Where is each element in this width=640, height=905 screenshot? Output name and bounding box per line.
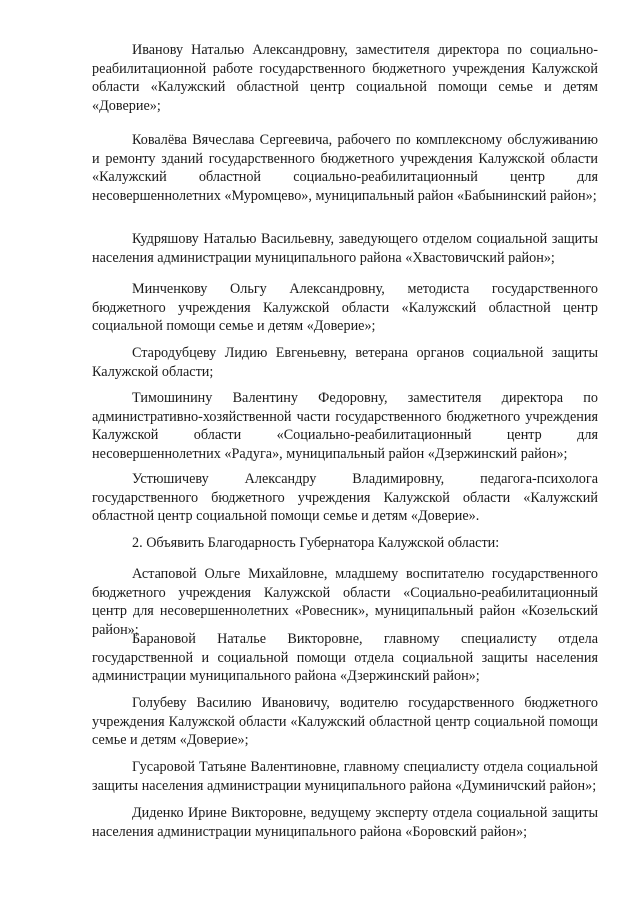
entry-baranova: Барановой Наталье Викторовне, главному специалисту отдела государственной и социальной помощи отдела социальной защиты населения администрации муниципального района «Дзержинский район»; — [92, 631, 598, 685]
entry-starodubtseva: Стародубцеву Лидию Евгеньевну, ветерана органов социальной защиты Калужской области; — [92, 345, 598, 380]
entry-kudryashova: Кудряшову Наталью Васильевну, заведующего отделом социальной защиты населения администрации муниципального района «Хвастовичский район»; — [92, 231, 598, 266]
entry-minchenkova: Минченкову Ольгу Александровну, методиста государственного бюджетного учреждения Калужской области «Калужский областной центр социальной помощи семье и детям «Доверие»; — [92, 281, 598, 335]
entry-kovalev: Ковалёва Вячеслава Сергеевича, рабочего по комплексному обслуживанию и ремонту зданий государственного бюджетного учреждения Калужской области «Калужский областной социально-реабилитационный центр для несовершеннолетних «Муромцево», муниципальный район «Бабынинский район»; — [92, 132, 598, 204]
entry-timoshinina: Тимошинину Валентину Федоровну, заместителя директора по административно-хозяйственной части государственного бюджетного учреждения Калужской области «Социально-реабилитационный центр для несовершеннолетних «Радуга», муниципальный район «Дзержинский район»; — [92, 390, 598, 462]
section-heading: 2. Объявить Благодарность Губернатора Калужской области: — [132, 535, 500, 551]
entry-golubev: Голубеву Василию Ивановичу, водителю государственного бюджетного учреждения Калужской области «Калужский областной центр социальной помощи семье и детям «Доверие»; — [92, 695, 598, 749]
entry-ustyushicheva: Устюшичеву Александру Владимировну, педагога-психолога государственного бюджетного учреждения Калужской области «Калужский областной центр социальной помощи семье и детям «Доверие». — [92, 471, 598, 525]
entry-astapova: Астаповой Ольге Михайловне, младшему воспитателю государственного бюджетного учреждения Калужской области «Социально-реабилитационный центр для несовершеннолетних «Ровесник», муниципальный район «Козельский район»; — [92, 566, 598, 638]
entry-didenko: Диденко Ирине Викторовне, ведущему эксперту отдела социальной защиты населения администрации муниципального района «Боровский район»; — [92, 805, 598, 840]
entry-ivanova: Иванову Наталью Александровну, заместителя директора по социально-реабилитационной работе государственного бюджетного учреждения Калужской области «Калужский областной центр социальной помощи семье и детям «Доверие»; — [92, 42, 598, 114]
entry-gusarova: Гусаровой Татьяне Валентиновне, главному специалисту отдела социальной защиты населения администрации муниципального района «Думиничский район»; — [92, 759, 598, 794]
